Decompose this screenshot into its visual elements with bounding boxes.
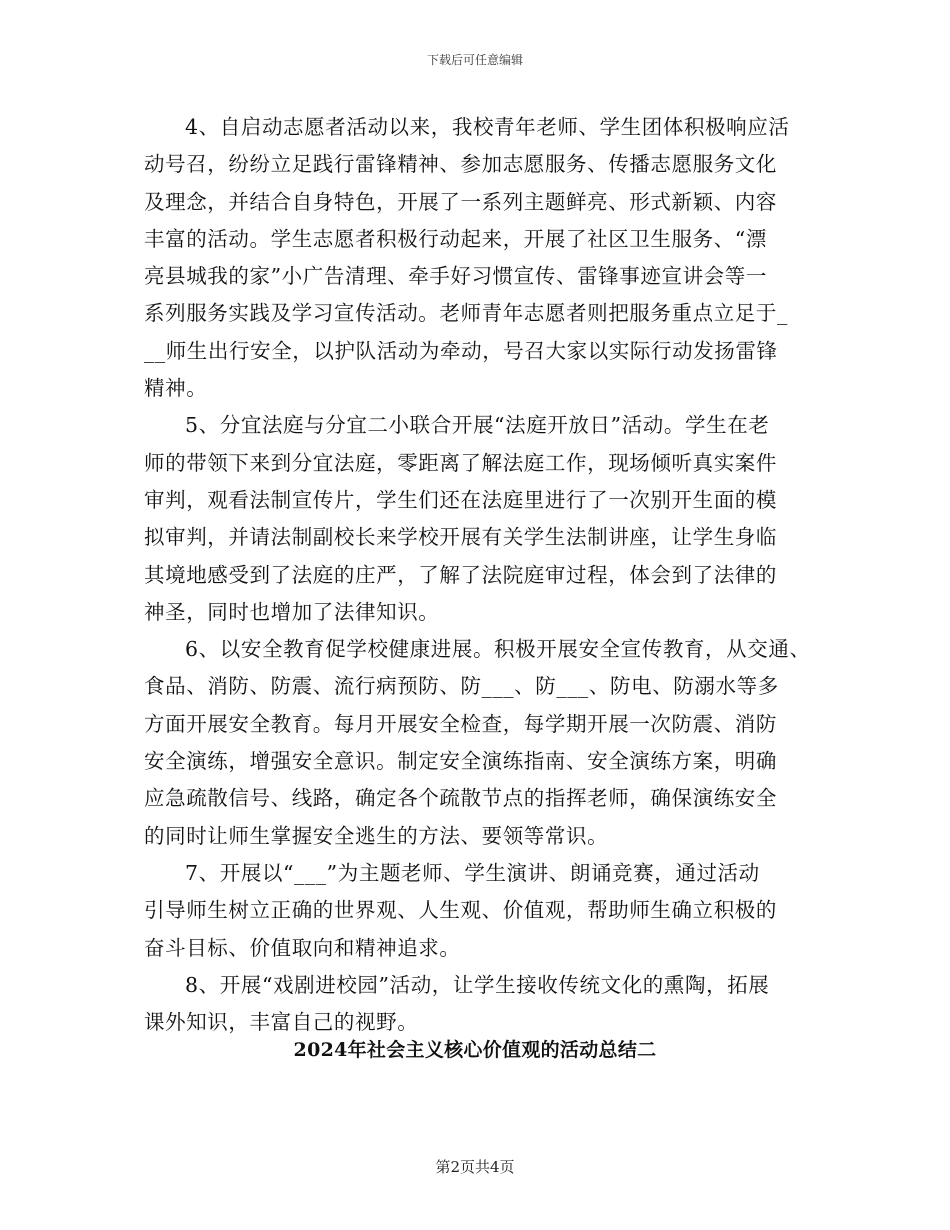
paragraph-7	[144, 855, 814, 967]
text-line: 亮县城我的家”小广告清理、牵手好习惯宣传、雷锋事迹宣讲会等一	[144, 264, 767, 289]
text-line: 其境地感受到了法庭的庄严，了解了法院庭审过程，体会到了法律的	[144, 562, 777, 587]
text-line: 4、自启动志愿者活动以来，我校青年老师、学生团体积极响应活	[185, 115, 790, 139]
text-line: 8、开展“戏剧进校园”活动，让学生接收传统文化的熏陶，拓展	[185, 972, 770, 997]
text-line: __师生出行安全，以护队活动为牵动，号召大家以实际行动发扬雷锋	[144, 338, 778, 363]
text-line: 神圣，同时也增加了法律知识。	[144, 599, 440, 624]
paragraph-6	[144, 631, 814, 855]
paragraph-8	[144, 967, 814, 1042]
text-line: 及理念，并结合自身特色，开展了一系列主题鲜亮、形式新颖、内容	[144, 189, 777, 214]
text-line: 5、分宜法庭与分宜二小联合开展“法庭开放日”活动。学生在老	[185, 413, 770, 438]
text-line: 安全演练，增强安全意识。制定安全演练指南、安全演练方案，明确	[144, 749, 777, 774]
text-line: 7、开展以“___”为主题老师、学生演讲、朗诵竞赛，通过活动	[185, 860, 760, 885]
paragraph-4	[144, 109, 814, 407]
text-line: 应急疏散信号、线路，确定各个疏散节点的指挥老师，确保演练安全	[144, 786, 777, 811]
text-line: 丰富的活动。学生志愿者积极行动起来，开展了社区卫生服务、“漂	[144, 226, 767, 251]
text-line: 课外知识，丰富自己的视野。	[144, 1010, 419, 1035]
text-line: 食品、消防、防震、流行病预防、防___、防___、防电、防溺水等多	[144, 674, 779, 699]
section-heading: 2024年社会主义核心价值观的活动总结二	[293, 1039, 657, 1061]
text-line: 精神。	[144, 376, 208, 401]
text-line: 的同时让师生掌握安全逃生的方法、要领等常识。	[144, 823, 609, 848]
document-body	[144, 109, 814, 1041]
text-line: 师的带领下来到分宜法庭，零距离了解法庭工作，现场倾听真实案件	[144, 450, 777, 475]
text-line: 引导师生树立正确的世界观、人生观、价值观，帮助师生确立积极的	[144, 898, 777, 923]
page-header-note: 下载后可任意编辑	[426, 53, 523, 67]
text-line: 方面开展安全教育。每月开展安全检查，每学期开展一次防震、消防	[144, 711, 777, 736]
text-line: 审判，观看法制宣传片，学生们还在法庭里进行了一次别开生面的模	[144, 487, 777, 512]
text-line: 系列服务实践及学习宣传活动。老师青年志愿者则把服务重点立足于_	[144, 301, 788, 326]
text-line: 奋斗目标、价值取向和精神追求。	[144, 935, 461, 960]
page-number: 第2页共4页	[435, 1158, 515, 1176]
paragraph-5	[144, 407, 814, 631]
text-line: 拟审判，并请法制副校长来学校开展有关学生法制讲座，让学生身临	[144, 525, 777, 550]
text-line: 6、以安全教育促学校健康进展。积极开展安全宣传教育，从交通、	[185, 637, 811, 662]
text-line: 动号召，纷纷立足践行雷锋精神、参加志愿服务、传播志愿服务文化	[144, 152, 777, 177]
